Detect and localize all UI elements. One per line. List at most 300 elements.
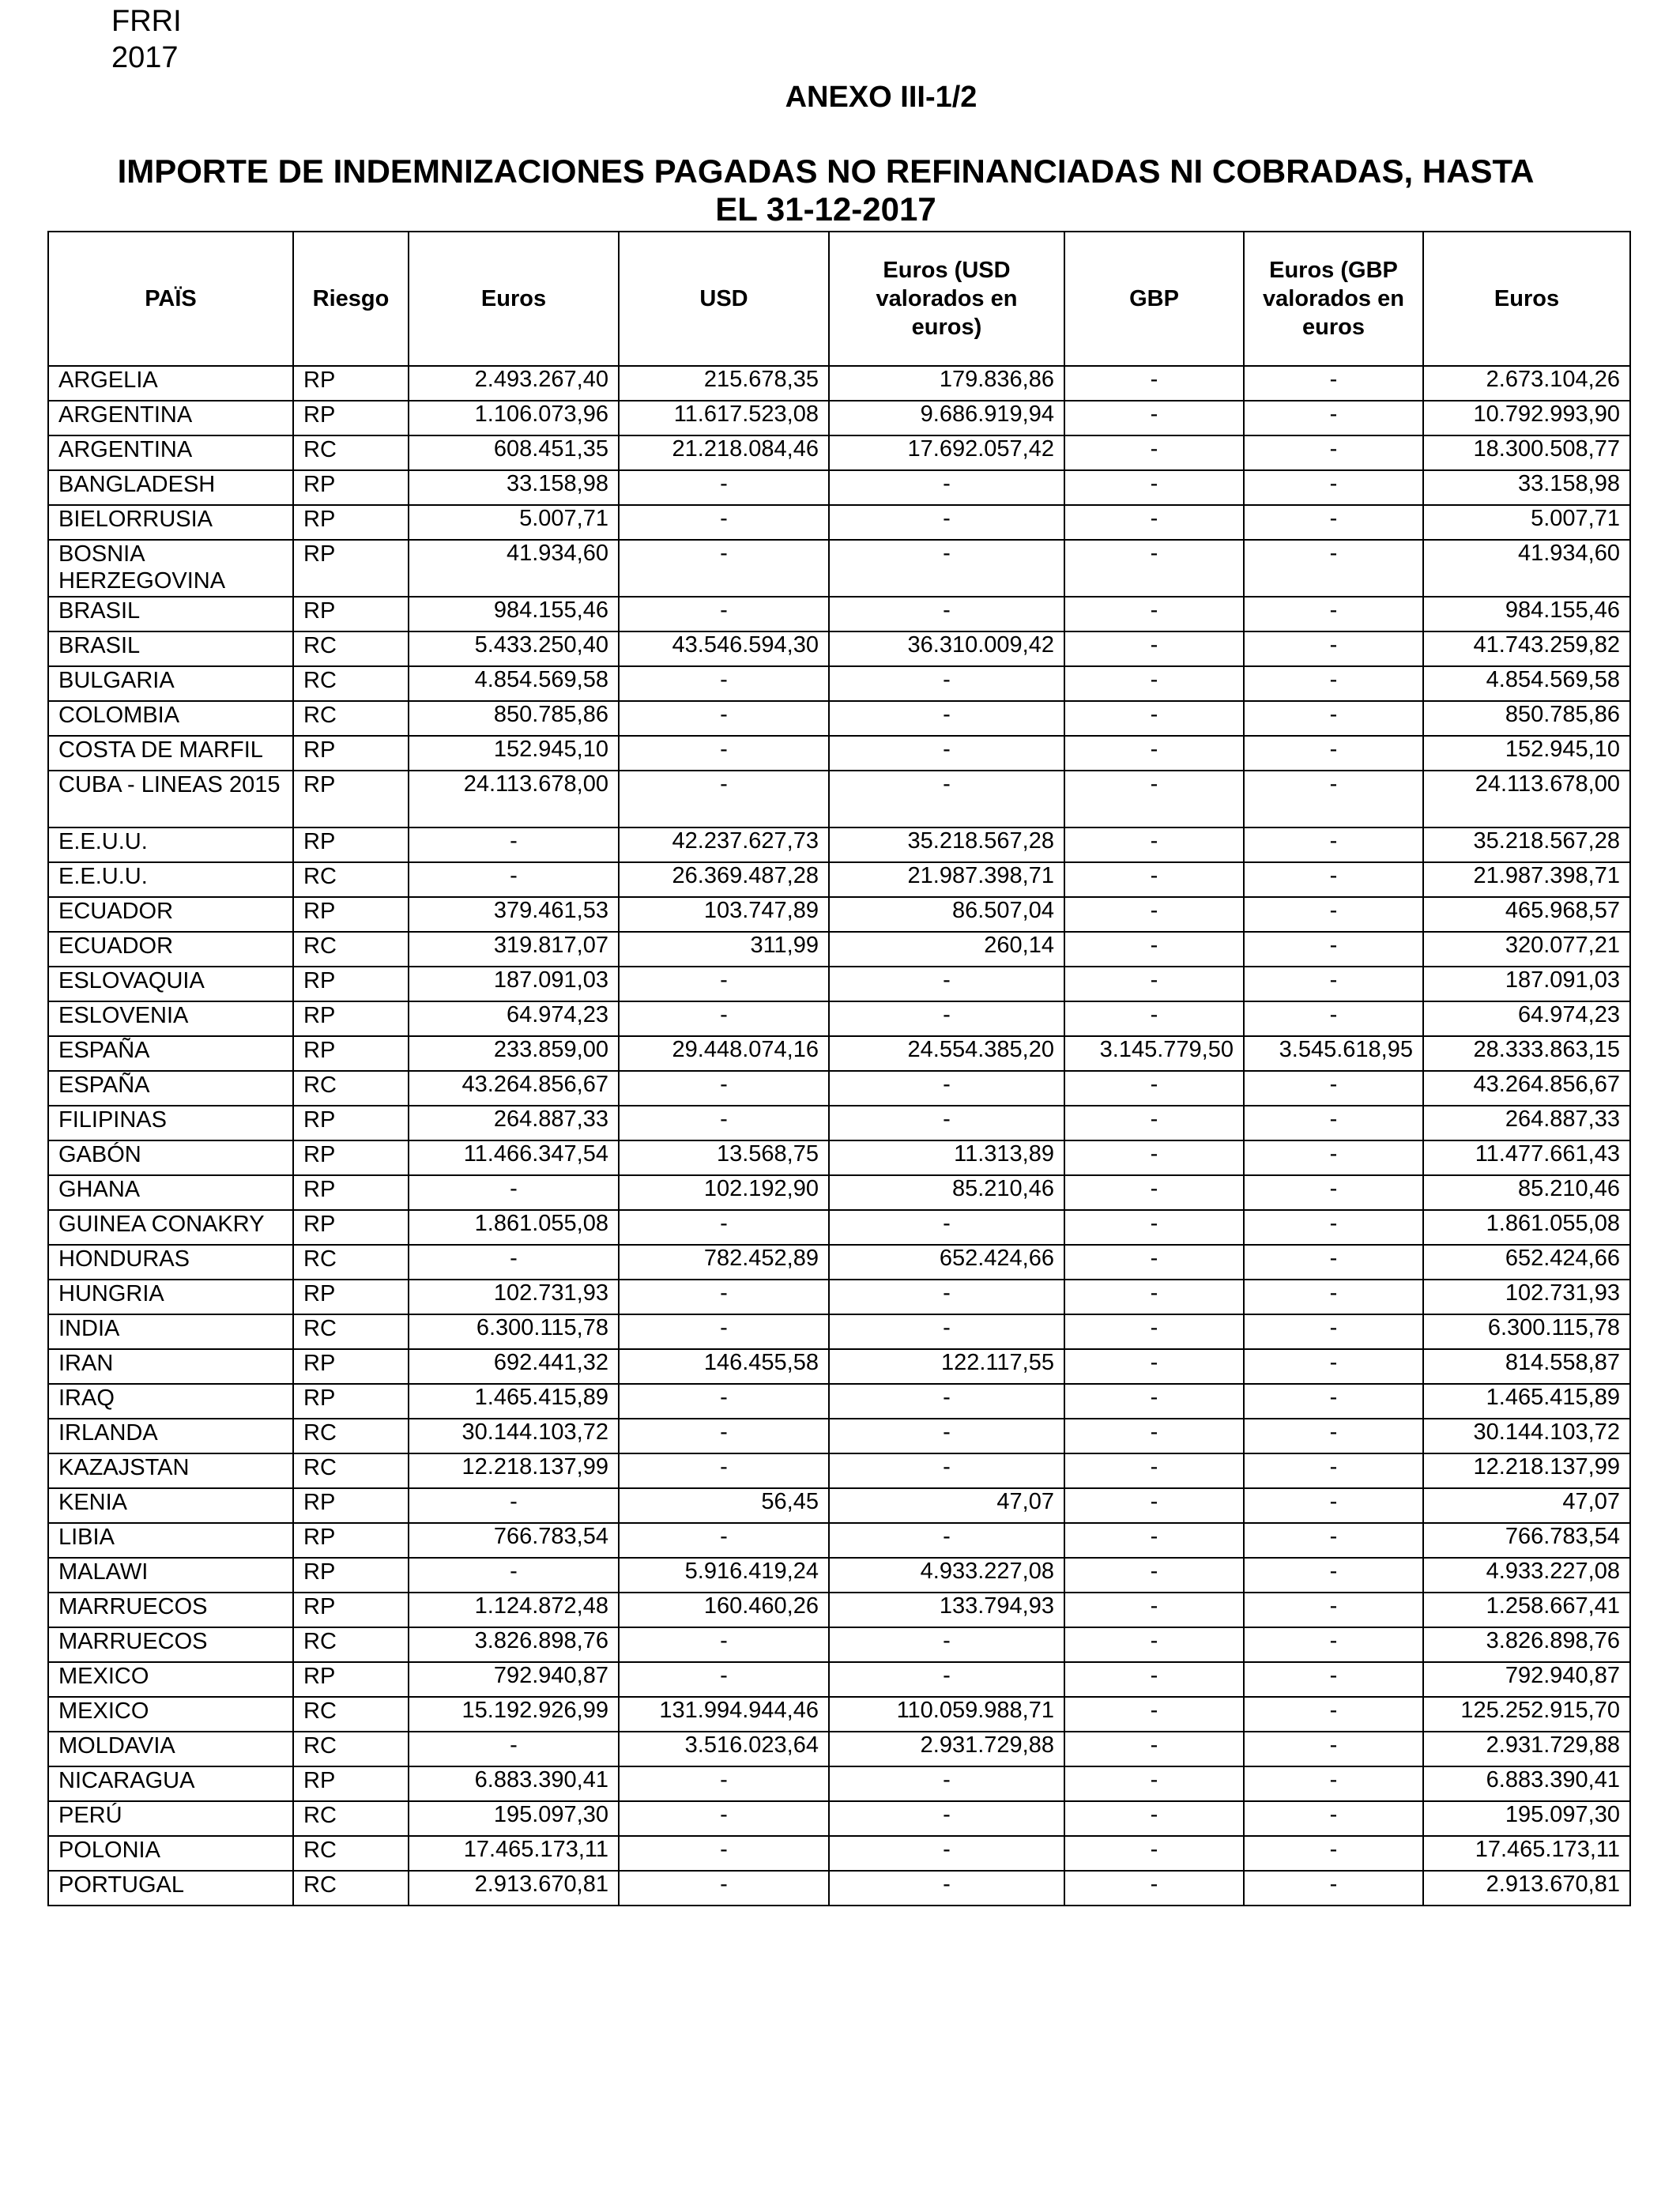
cell-gbp: - (1064, 666, 1244, 701)
table-row (48, 1245, 1630, 1280)
cell-total-euros: 12.218.137,99 (1423, 1453, 1630, 1488)
table-row (48, 1627, 1630, 1662)
cell-total-euros: 984.155,46 (1423, 597, 1630, 631)
cell-risk: RP (293, 366, 409, 401)
cell-country: CUBA - LINEAS 2015 (48, 771, 293, 827)
cell-total-euros: 2.673.104,26 (1423, 366, 1630, 401)
cell-total-euros: 792.940,87 (1423, 1662, 1630, 1697)
cell-risk: RP (293, 1488, 409, 1523)
cell-gbp-in-euros: - (1244, 736, 1423, 771)
cell-risk: RC (293, 1245, 409, 1280)
cell-total-euros: 5.007,71 (1423, 505, 1630, 540)
cell-gbp-in-euros: - (1244, 967, 1423, 1001)
table-row (48, 1384, 1630, 1419)
table-row (48, 366, 1630, 401)
table-row (48, 1871, 1630, 1906)
cell-gbp-in-euros: - (1244, 1140, 1423, 1175)
cell-gbp: - (1064, 1801, 1244, 1836)
cell-euros: 41.934,60 (409, 540, 619, 597)
cell-total-euros: 64.974,23 (1423, 1001, 1630, 1036)
cell-usd: 42.237.627,73 (619, 827, 829, 862)
table-row (48, 1836, 1630, 1871)
table-row (48, 470, 1630, 505)
cell-country: MOLDAVIA (48, 1732, 293, 1766)
cell-gbp-in-euros: - (1244, 470, 1423, 505)
cell-gbp-in-euros: - (1244, 1106, 1423, 1140)
cell-risk: RP (293, 1593, 409, 1627)
cell-total-euros: 766.783,54 (1423, 1523, 1630, 1558)
cell-risk: RP (293, 470, 409, 505)
table-row (48, 1523, 1630, 1558)
cell-country: BANGLADESH (48, 470, 293, 505)
cell-usd-in-euros: - (829, 1314, 1064, 1349)
cell-euros: - (409, 1732, 619, 1766)
cell-country: MEXICO (48, 1697, 293, 1732)
cell-usd-in-euros: - (829, 1836, 1064, 1871)
cell-euros: 24.113.678,00 (409, 771, 619, 827)
cell-gbp: - (1064, 1593, 1244, 1627)
cell-euros: 379.461,53 (409, 897, 619, 932)
cell-usd-in-euros: 110.059.988,71 (829, 1697, 1064, 1732)
cell-usd-in-euros: 260,14 (829, 932, 1064, 967)
cell-usd-in-euros: - (829, 597, 1064, 631)
cell-total-euros: 28.333.863,15 (1423, 1036, 1630, 1071)
cell-country: BRASIL (48, 631, 293, 666)
cell-euros: - (409, 1245, 619, 1280)
table-body (48, 366, 1630, 1906)
cell-euros: 5.433.250,40 (409, 631, 619, 666)
cell-gbp: - (1064, 1384, 1244, 1419)
cell-total-euros: 24.113.678,00 (1423, 771, 1630, 827)
cell-total-euros: 264.887,33 (1423, 1106, 1630, 1140)
cell-risk: RP (293, 1140, 409, 1175)
cell-usd: - (619, 736, 829, 771)
cell-gbp-in-euros: - (1244, 932, 1423, 967)
cell-gbp-in-euros: - (1244, 862, 1423, 897)
cell-total-euros: 6.300.115,78 (1423, 1314, 1630, 1349)
cell-country: ESPAÑA (48, 1036, 293, 1071)
cell-total-euros: 152.945,10 (1423, 736, 1630, 771)
table-row (48, 1071, 1630, 1106)
cell-gbp: - (1064, 1453, 1244, 1488)
cell-country: BRASIL (48, 597, 293, 631)
cell-gbp: - (1064, 967, 1244, 1001)
cell-total-euros: 30.144.103,72 (1423, 1419, 1630, 1453)
cell-usd-in-euros: - (829, 1071, 1064, 1106)
cell-euros: 1.465.415,89 (409, 1384, 619, 1419)
cell-usd: - (619, 701, 829, 736)
cell-euros: 152.945,10 (409, 736, 619, 771)
cell-euros: 233.859,00 (409, 1036, 619, 1071)
cell-total-euros: 4.854.569,58 (1423, 666, 1630, 701)
cell-gbp-in-euros: - (1244, 666, 1423, 701)
cell-usd: - (619, 470, 829, 505)
cell-euros: - (409, 1175, 619, 1210)
cell-euros: - (409, 827, 619, 862)
col-header-gbp-in-euros: Euros (GBP valorados en euros (1244, 232, 1423, 366)
cell-gbp: - (1064, 771, 1244, 827)
cell-usd: - (619, 1662, 829, 1697)
cell-usd-in-euros: 36.310.009,42 (829, 631, 1064, 666)
cell-country: ESLOVAQUIA (48, 967, 293, 1001)
cell-usd: - (619, 1871, 829, 1906)
cell-gbp: - (1064, 701, 1244, 736)
cell-gbp-in-euros: - (1244, 1697, 1423, 1732)
cell-risk: RP (293, 1766, 409, 1801)
cell-total-euros: 1.861.055,08 (1423, 1210, 1630, 1245)
cell-usd-in-euros: 652.424,66 (829, 1245, 1064, 1280)
title-line-1: IMPORTE DE INDEMNIZACIONES PAGADAS NO REFINANCIADAS NI COBRADAS, HASTA (117, 153, 1535, 190)
cell-risk: RP (293, 827, 409, 862)
cell-usd: - (619, 1801, 829, 1836)
cell-usd-in-euros: 47,07 (829, 1488, 1064, 1523)
cell-gbp: - (1064, 1419, 1244, 1453)
cell-gbp: - (1064, 505, 1244, 540)
cell-usd: 131.994.944,46 (619, 1697, 829, 1732)
table-row (48, 1593, 1630, 1627)
cell-usd-in-euros: 17.692.057,42 (829, 435, 1064, 470)
cell-country: ECUADOR (48, 932, 293, 967)
cell-euros: 264.887,33 (409, 1106, 619, 1140)
cell-gbp: - (1064, 1627, 1244, 1662)
cell-euros: 12.218.137,99 (409, 1453, 619, 1488)
cell-gbp-in-euros: - (1244, 1627, 1423, 1662)
cell-country: BIELORRUSIA (48, 505, 293, 540)
cell-gbp: - (1064, 597, 1244, 631)
cell-risk: RC (293, 1697, 409, 1732)
table-row (48, 1732, 1630, 1766)
cell-usd: - (619, 1210, 829, 1245)
cell-risk: RP (293, 1384, 409, 1419)
cell-gbp: - (1064, 1697, 1244, 1732)
cell-gbp: - (1064, 631, 1244, 666)
cell-usd: - (619, 1280, 829, 1314)
cell-total-euros: 814.558,87 (1423, 1349, 1630, 1384)
cell-usd: 311,99 (619, 932, 829, 967)
cell-gbp-in-euros: - (1244, 1210, 1423, 1245)
cell-gbp: - (1064, 540, 1244, 597)
cell-gbp-in-euros: - (1244, 771, 1423, 827)
cell-gbp: - (1064, 1140, 1244, 1175)
cell-usd-in-euros: 133.794,93 (829, 1593, 1064, 1627)
cell-usd-in-euros: 11.313,89 (829, 1140, 1064, 1175)
cell-risk: RP (293, 1106, 409, 1140)
table-row (48, 827, 1630, 862)
cell-euros: 3.826.898,76 (409, 1627, 619, 1662)
cell-total-euros: 43.264.856,67 (1423, 1071, 1630, 1106)
cell-gbp-in-euros: - (1244, 1836, 1423, 1871)
cell-usd-in-euros: 122.117,55 (829, 1349, 1064, 1384)
cell-country: GUINEA CONAKRY (48, 1210, 293, 1245)
cell-risk: RC (293, 631, 409, 666)
cell-euros: 1.106.073,96 (409, 401, 619, 435)
table-row (48, 1419, 1630, 1453)
cell-gbp-in-euros: - (1244, 1071, 1423, 1106)
cell-gbp: - (1064, 1488, 1244, 1523)
cell-euros: 30.144.103,72 (409, 1419, 619, 1453)
cell-usd: - (619, 505, 829, 540)
table-row (48, 1175, 1630, 1210)
cell-risk: RP (293, 597, 409, 631)
cell-country: E.E.U.U. (48, 862, 293, 897)
cell-gbp-in-euros: - (1244, 1732, 1423, 1766)
cell-country: HUNGRIA (48, 1280, 293, 1314)
cell-euros: 608.451,35 (409, 435, 619, 470)
cell-total-euros: 41.934,60 (1423, 540, 1630, 597)
col-header-gbp: GBP (1064, 232, 1244, 366)
cell-risk: RP (293, 1349, 409, 1384)
cell-country: ESLOVENIA (48, 1001, 293, 1036)
cell-usd-in-euros: - (829, 967, 1064, 1001)
cell-usd-in-euros: - (829, 1419, 1064, 1453)
cell-total-euros: 35.218.567,28 (1423, 827, 1630, 862)
cell-gbp: - (1064, 897, 1244, 932)
cell-usd-in-euros: - (829, 540, 1064, 597)
cell-risk: RP (293, 401, 409, 435)
cell-gbp: - (1064, 366, 1244, 401)
cell-euros: - (409, 1558, 619, 1593)
cell-gbp-in-euros: - (1244, 1280, 1423, 1314)
cell-total-euros: 18.300.508,77 (1423, 435, 1630, 470)
page-title (95, 153, 1557, 228)
cell-risk: RC (293, 1801, 409, 1836)
cell-country: MARRUECOS (48, 1593, 293, 1627)
cell-usd-in-euros: 9.686.919,94 (829, 401, 1064, 435)
cell-risk: RP (293, 1001, 409, 1036)
cell-gbp-in-euros: - (1244, 1001, 1423, 1036)
cell-risk: RC (293, 932, 409, 967)
cell-risk: RC (293, 862, 409, 897)
cell-usd-in-euros: 2.931.729,88 (829, 1732, 1064, 1766)
col-header-risk: Riesgo (293, 232, 409, 366)
table-row (48, 435, 1630, 470)
cell-usd: 56,45 (619, 1488, 829, 1523)
table-row (48, 1558, 1630, 1593)
table-row (48, 1314, 1630, 1349)
table-row (48, 540, 1630, 597)
cell-total-euros: 33.158,98 (1423, 470, 1630, 505)
cell-total-euros: 21.987.398,71 (1423, 862, 1630, 897)
cell-usd: 21.218.084,46 (619, 435, 829, 470)
cell-euros: 792.940,87 (409, 1662, 619, 1697)
cell-gbp-in-euros: - (1244, 631, 1423, 666)
cell-total-euros: 2.913.670,81 (1423, 1871, 1630, 1906)
cell-total-euros: 2.931.729,88 (1423, 1732, 1630, 1766)
cell-usd: - (619, 1627, 829, 1662)
cell-risk: RP (293, 1662, 409, 1697)
cell-gbp: - (1064, 827, 1244, 862)
cell-usd: - (619, 1106, 829, 1140)
cell-usd: 102.192,90 (619, 1175, 829, 1210)
cell-usd: 13.568,75 (619, 1140, 829, 1175)
cell-gbp: - (1064, 1106, 1244, 1140)
table-row (48, 1280, 1630, 1314)
cell-euros: 33.158,98 (409, 470, 619, 505)
cell-country: GABÓN (48, 1140, 293, 1175)
cell-usd-in-euros: - (829, 1871, 1064, 1906)
cell-gbp: - (1064, 1210, 1244, 1245)
cell-risk: RP (293, 771, 409, 827)
cell-gbp-in-euros: - (1244, 1245, 1423, 1280)
cell-usd: 3.516.023,64 (619, 1732, 829, 1766)
cell-usd: 782.452,89 (619, 1245, 829, 1280)
cell-euros: 64.974,23 (409, 1001, 619, 1036)
cell-total-euros: 465.968,57 (1423, 897, 1630, 932)
cell-usd: - (619, 666, 829, 701)
cell-country: IRAN (48, 1349, 293, 1384)
cell-risk: RP (293, 736, 409, 771)
table-row (48, 967, 1630, 1001)
cell-gbp-in-euros: - (1244, 1558, 1423, 1593)
cell-euros: 15.192.926,99 (409, 1697, 619, 1732)
cell-usd-in-euros: - (829, 736, 1064, 771)
cell-usd-in-euros: 35.218.567,28 (829, 827, 1064, 862)
cell-total-euros: 102.731,93 (1423, 1280, 1630, 1314)
cell-total-euros: 652.424,66 (1423, 1245, 1630, 1280)
cell-usd: - (619, 1523, 829, 1558)
col-header-country: PAÏS (48, 232, 293, 366)
table-row (48, 862, 1630, 897)
cell-euros: 102.731,93 (409, 1280, 619, 1314)
cell-gbp: 3.145.779,50 (1064, 1036, 1244, 1071)
cell-country: IRAQ (48, 1384, 293, 1419)
cell-euros: 5.007,71 (409, 505, 619, 540)
cell-euros: - (409, 1488, 619, 1523)
cell-gbp-in-euros: - (1244, 435, 1423, 470)
cell-usd-in-euros: - (829, 470, 1064, 505)
cell-total-euros: 320.077,21 (1423, 932, 1630, 967)
cell-total-euros: 187.091,03 (1423, 967, 1630, 1001)
cell-usd-in-euros: - (829, 1210, 1064, 1245)
cell-risk: RP (293, 1175, 409, 1210)
cell-usd-in-euros: - (829, 1523, 1064, 1558)
table-row (48, 1001, 1630, 1036)
cell-country: ECUADOR (48, 897, 293, 932)
cell-gbp: - (1064, 470, 1244, 505)
cell-gbp: - (1064, 1280, 1244, 1314)
cell-usd-in-euros: - (829, 505, 1064, 540)
table-row (48, 597, 1630, 631)
cell-usd-in-euros: - (829, 771, 1064, 827)
cell-total-euros: 850.785,86 (1423, 701, 1630, 736)
cell-risk: RC (293, 1871, 409, 1906)
cell-usd-in-euros: - (829, 1766, 1064, 1801)
cell-country: KAZAJSTAN (48, 1453, 293, 1488)
cell-risk: RC (293, 701, 409, 736)
cell-usd: 26.369.487,28 (619, 862, 829, 897)
cell-risk: RP (293, 967, 409, 1001)
cell-gbp-in-euros: - (1244, 1593, 1423, 1627)
cell-risk: RP (293, 1523, 409, 1558)
cell-euros: 850.785,86 (409, 701, 619, 736)
cell-country: IRLANDA (48, 1419, 293, 1453)
cell-risk: RC (293, 1071, 409, 1106)
cell-usd-in-euros: 85.210,46 (829, 1175, 1064, 1210)
header-year: 2017 (111, 41, 179, 74)
cell-gbp-in-euros: - (1244, 897, 1423, 932)
cell-gbp-in-euros: - (1244, 1453, 1423, 1488)
cell-country: MEXICO (48, 1662, 293, 1697)
cell-usd-in-euros: - (829, 666, 1064, 701)
cell-risk: RP (293, 1210, 409, 1245)
col-header-usd-in-euros: Euros (USD valorados en euros) (829, 232, 1064, 366)
cell-usd: - (619, 771, 829, 827)
cell-gbp: - (1064, 1071, 1244, 1106)
cell-country: LIBIA (48, 1523, 293, 1558)
cell-euros: 187.091,03 (409, 967, 619, 1001)
cell-usd: - (619, 1384, 829, 1419)
table-row (48, 1766, 1630, 1801)
cell-gbp-in-euros: - (1244, 1175, 1423, 1210)
col-header-usd: USD (619, 232, 829, 366)
cell-gbp-in-euros: - (1244, 540, 1423, 597)
cell-gbp: - (1064, 1732, 1244, 1766)
table-row (48, 1210, 1630, 1245)
cell-gbp-in-euros: - (1244, 1384, 1423, 1419)
cell-usd: - (619, 1766, 829, 1801)
cell-usd-in-euros: - (829, 1627, 1064, 1662)
cell-usd: - (619, 1836, 829, 1871)
cell-usd-in-euros: - (829, 1801, 1064, 1836)
table-row (48, 736, 1630, 771)
cell-euros: 6.300.115,78 (409, 1314, 619, 1349)
table-row (48, 631, 1630, 666)
cell-country: E.E.U.U. (48, 827, 293, 862)
cell-total-euros: 47,07 (1423, 1488, 1630, 1523)
cell-total-euros: 1.258.667,41 (1423, 1593, 1630, 1627)
cell-usd: 103.747,89 (619, 897, 829, 932)
cell-country: INDIA (48, 1314, 293, 1349)
indemnities-table (47, 231, 1631, 1906)
cell-country: MARRUECOS (48, 1627, 293, 1662)
cell-gbp-in-euros: - (1244, 401, 1423, 435)
cell-usd-in-euros: - (829, 1384, 1064, 1419)
cell-gbp-in-euros: - (1244, 1766, 1423, 1801)
cell-usd: - (619, 597, 829, 631)
cell-gbp: - (1064, 1245, 1244, 1280)
cell-gbp-in-euros: 3.545.618,95 (1244, 1036, 1423, 1071)
table-row (48, 1036, 1630, 1071)
cell-euros: 6.883.390,41 (409, 1766, 619, 1801)
cell-risk: RP (293, 897, 409, 932)
cell-country: COLOMBIA (48, 701, 293, 736)
cell-risk: RC (293, 1627, 409, 1662)
cell-usd-in-euros: 179.836,86 (829, 366, 1064, 401)
table-row (48, 1106, 1630, 1140)
table-row (48, 1140, 1630, 1175)
cell-total-euros: 125.252.915,70 (1423, 1697, 1630, 1732)
cell-usd-in-euros: - (829, 1280, 1064, 1314)
cell-usd-in-euros: 86.507,04 (829, 897, 1064, 932)
cell-gbp-in-euros: - (1244, 366, 1423, 401)
cell-usd-in-euros: - (829, 1106, 1064, 1140)
cell-usd-in-euros: - (829, 1662, 1064, 1697)
cell-usd-in-euros: - (829, 1001, 1064, 1036)
cell-gbp: - (1064, 1766, 1244, 1801)
cell-country: KENIA (48, 1488, 293, 1523)
document-header (111, 3, 182, 76)
cell-total-euros: 17.465.173,11 (1423, 1836, 1630, 1871)
table-row (48, 1662, 1630, 1697)
cell-risk: RP (293, 1280, 409, 1314)
table-row (48, 1488, 1630, 1523)
table-row (48, 1349, 1630, 1384)
cell-gbp-in-euros: - (1244, 505, 1423, 540)
cell-gbp: - (1064, 1871, 1244, 1906)
cell-country: FILIPINAS (48, 1106, 293, 1140)
cell-total-euros: 41.743.259,82 (1423, 631, 1630, 666)
cell-euros: 319.817,07 (409, 932, 619, 967)
